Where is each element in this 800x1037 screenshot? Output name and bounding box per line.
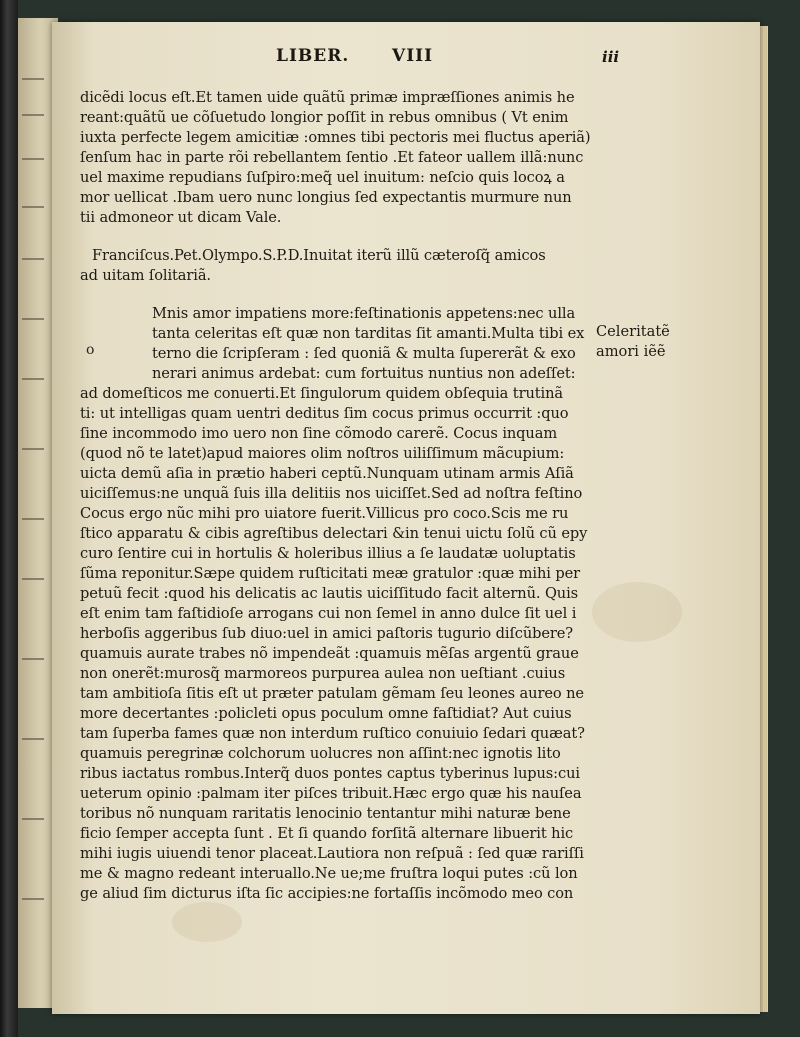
text-line: uel maxime repudians ſuſpiro:meq̃ uel inuitum: neſcio quis locoꝝ a (80, 169, 565, 186)
text-line: ge aliud ſim dicturus iſta ſic accipies:ne fortaſſis incõmodo meo con (80, 885, 574, 902)
letter-heading: Franciſcus.Pet.Olympo.S.P.D.Inuitat iterũ illũ cæteroſq̃ amicos (92, 247, 546, 264)
running-head (0, 46, 800, 74)
text-line: nerari animus ardebat: cum fortuitus nuntius non adeſſet: (152, 365, 576, 382)
text-line: (quod nõ te latet)apud maiores olim noſtros uiliſſimum mãcupium: (80, 445, 565, 462)
text-line: me & magno redeant interuallo.Ne ue;me fruſtra loqui putes :cũ lon (80, 865, 578, 882)
text-line: ueterum opinio :palmam iter piſces tribuit.Hæc ergo quæ his nauſea (80, 785, 582, 802)
text-line: mihi iugis uiuendi tenor placeat.Lautiora non reſpuã : ſed quæ rariſſi (80, 845, 584, 862)
text-line: herboſis aggeribus ſub diuo:uel in amici paſtoris tugurio diſcũbere? (80, 625, 574, 642)
text-line: curo ſentire cui in hortulis & holeribus illius a ſe laudatæ uoluptatis (80, 545, 576, 562)
marginal-note: amori iẽẽ (596, 343, 666, 360)
text-line: ti: ut intelligas quam uentri deditus ſim cocus primus occurrit :quo (80, 405, 569, 422)
folio-number: iii (602, 48, 620, 66)
running-head-title: LIBER. (276, 46, 350, 66)
book-spine (0, 0, 18, 1037)
text-line: eſt enim tam faſtidioſe arrogans cui non ſemel in anno dulce ſit uel i (80, 605, 577, 622)
initial-guide-letter: o (86, 342, 95, 358)
text-line: ſũma reponitur.Sæpe quidem ruſticitati meæ gratulor :quæ mihi per (80, 565, 581, 582)
text-line: reant:quãtũ ue cõſuetudo longior poſſit in rebus omnibus ( Vt enim (80, 109, 569, 126)
text-line: tam ſuperba fames quæ non interdum ruſtico conuiuio ſedari quæat? (80, 725, 585, 742)
text-line: tanta celeritas eſt quæ non tarditas ſit amanti.Multa tibi ex (152, 325, 585, 342)
text-line: iuxta perfecte legem amicitiæ :omnes tibi pectoris mei fluctus aperiã) (80, 129, 591, 146)
text-line: toribus nõ nunquam raritatis lenocinio tentantur mihi naturæ bene (80, 805, 571, 822)
marginal-note: Celeritatẽ (596, 323, 670, 340)
text-line: quamuis peregrinæ colchorum uolucres non aſſint:nec ignotis lito (80, 745, 561, 762)
text-line: Mnis amor impatiens more:feſtinationis appetens:nec ulla (152, 305, 576, 322)
book-number: VIII (392, 46, 434, 66)
text-line: ribus iactatus rombus.Interq̃ duos pontes captus tyberinus lupus:cui (80, 765, 580, 782)
text-line: non onerẽt:murosq̃ marmoreos purpurea aulea non ueſtiant .cuius (80, 665, 566, 682)
text-line: Cocus ergo nũc mihi pro uiatore fuerit.Villicus pro coco.Scis me ru (80, 505, 569, 522)
text-line: ſtico apparatu & cibis agreſtibus delectari &in tenui uictu ſolũ cũ epy (80, 525, 588, 542)
letter-heading: ad uitam ſolitariã. (80, 267, 211, 284)
text-line: more decertantes :policleti opus poculum omne faſtidiat? Aut cuius (80, 705, 572, 722)
text-line: uiciſſemus:ne unquã ſuis illa delitiis nos uiciſſet.Sed ad noſtra feſtino (80, 485, 583, 502)
text-line: mor uellicat .Ibam uero nunc longius ſed expectantis murmure nun (80, 189, 572, 206)
text-line: ſine incommodo imo uero non ſine cõmodo carerẽ. Cocus inquam (80, 425, 558, 442)
text-line: quamuis aurate trabes nõ impendeãt :quamuis mẽſas argentũ graue (80, 645, 579, 662)
text-line: ſenſum hac in parte rõi rebellantem ſentio .Et fateor uallem illã:nunc (80, 149, 584, 166)
text-line: tam ambitioſa ſitis eſt ut præter patulam gẽmam ſeu leones aureo ne (80, 685, 584, 702)
text-line: dicẽdi locus eſt.Et tamen uide quãtũ primæ impræſſiones animis he (80, 89, 575, 106)
text-line: petuũ fecit :quod his delicatis ac lautis uiciſſitudo facit alternũ. Quis (80, 585, 579, 602)
text-line: terno die ſcripſeram : ſed quoniã & multa ſupererãt & exo (152, 345, 576, 362)
text-line: ad domeſticos me conuerti.Et ſingulorum quidem obſequia trutinã (80, 385, 563, 402)
text-line: tii admoneor ut dicam Vale. (80, 209, 282, 226)
text-line: uicta demũ aſia in prætio haberi ceptũ.Nunquam utinam armis Aſiã (80, 465, 574, 482)
text-line: ficio ſemper accepta ſunt . Et ſi quando forſitã alternare libuerit hic (80, 825, 574, 842)
